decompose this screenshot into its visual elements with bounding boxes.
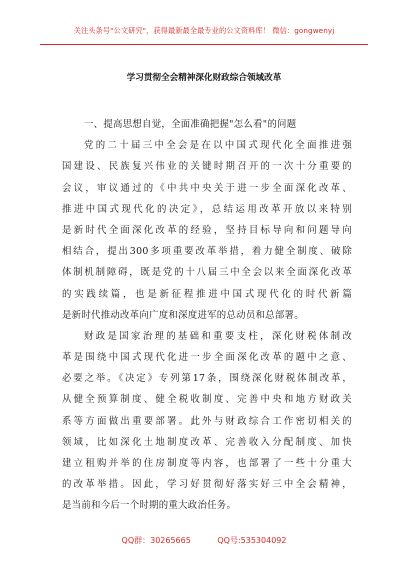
body-line: 革是围绕中国式现代化进一步全面深化改革的题中之意、 <box>62 352 352 364</box>
body-line: 的改革举措。因此，学习好贯彻好落实好三中全会精神， <box>62 479 352 491</box>
header-banner: 关注头条号"公文研究"，获得最新最全最专业的公文资料库！ 微信：gongwenyj <box>73 26 335 35</box>
body-line: 相结合，提出300多项重要改革举措，着力健全制度、破除 <box>62 246 352 258</box>
body-line: 是当前和今后一个时期的重大政治任务。 <box>62 500 237 512</box>
body-line: 推进中国式现代化的决定》，总结运用改革开放以来特别 <box>62 203 352 215</box>
body-line: 必要之举。《决定》专列第17条，围绕深化财税体制改革， <box>62 373 352 385</box>
document-body <box>62 114 352 517</box>
body-line: 是新时代全面深化改革的经验，坚持目标导向和问题导向 <box>62 224 352 236</box>
body-line: 国建设、民族复兴伟业的关键时期召开的一次十分重要的 <box>62 161 352 173</box>
document-title: 学习贯彻全会精神深化财政综合领域改革 <box>126 73 282 83</box>
body-line: 是新时代推动改革向广度和深度进军的总动员和总部署。 <box>62 309 304 321</box>
body-line: 建立租购并举的住房制度等内容，也部署了一些十分重大 <box>62 458 352 469</box>
footer-contact <box>0 535 408 546</box>
body-line: 一、提高思想自觉，全面准确把握"怎么看"的问题 <box>84 119 297 130</box>
body-line: 体制机制障碍，既是党的十八届三中全会以来全面深化改革 <box>62 267 352 279</box>
body-line: 领域，比如深化土地制度改革、完善收入分配制度、加快 <box>62 436 352 448</box>
body-line: 系等方面做出重要部署。此外与财政综合工作密切相关的 <box>62 415 352 427</box>
body-line: 会议，审议通过的《中共中央关于进一步全面深化改革、 <box>62 182 352 194</box>
body-line: 党的二十届三中全会是在以中国式现代化全面推进强 <box>84 140 352 152</box>
footer-qq-number: QQ号:535304092 <box>217 536 287 545</box>
header-divider <box>40 44 368 45</box>
body-line: 财政是国家治理的基础和重要支柱，深化财税体制改 <box>84 330 352 342</box>
body-line: 的实践续篇，也是新征程推进中国式现代化的时代新篇 <box>62 288 352 300</box>
footer-qq-group: QQ群：30265665 <box>121 536 191 545</box>
body-line: 从健全预算制度、健全税收制度、完善中央和地方财政关 <box>62 394 352 406</box>
